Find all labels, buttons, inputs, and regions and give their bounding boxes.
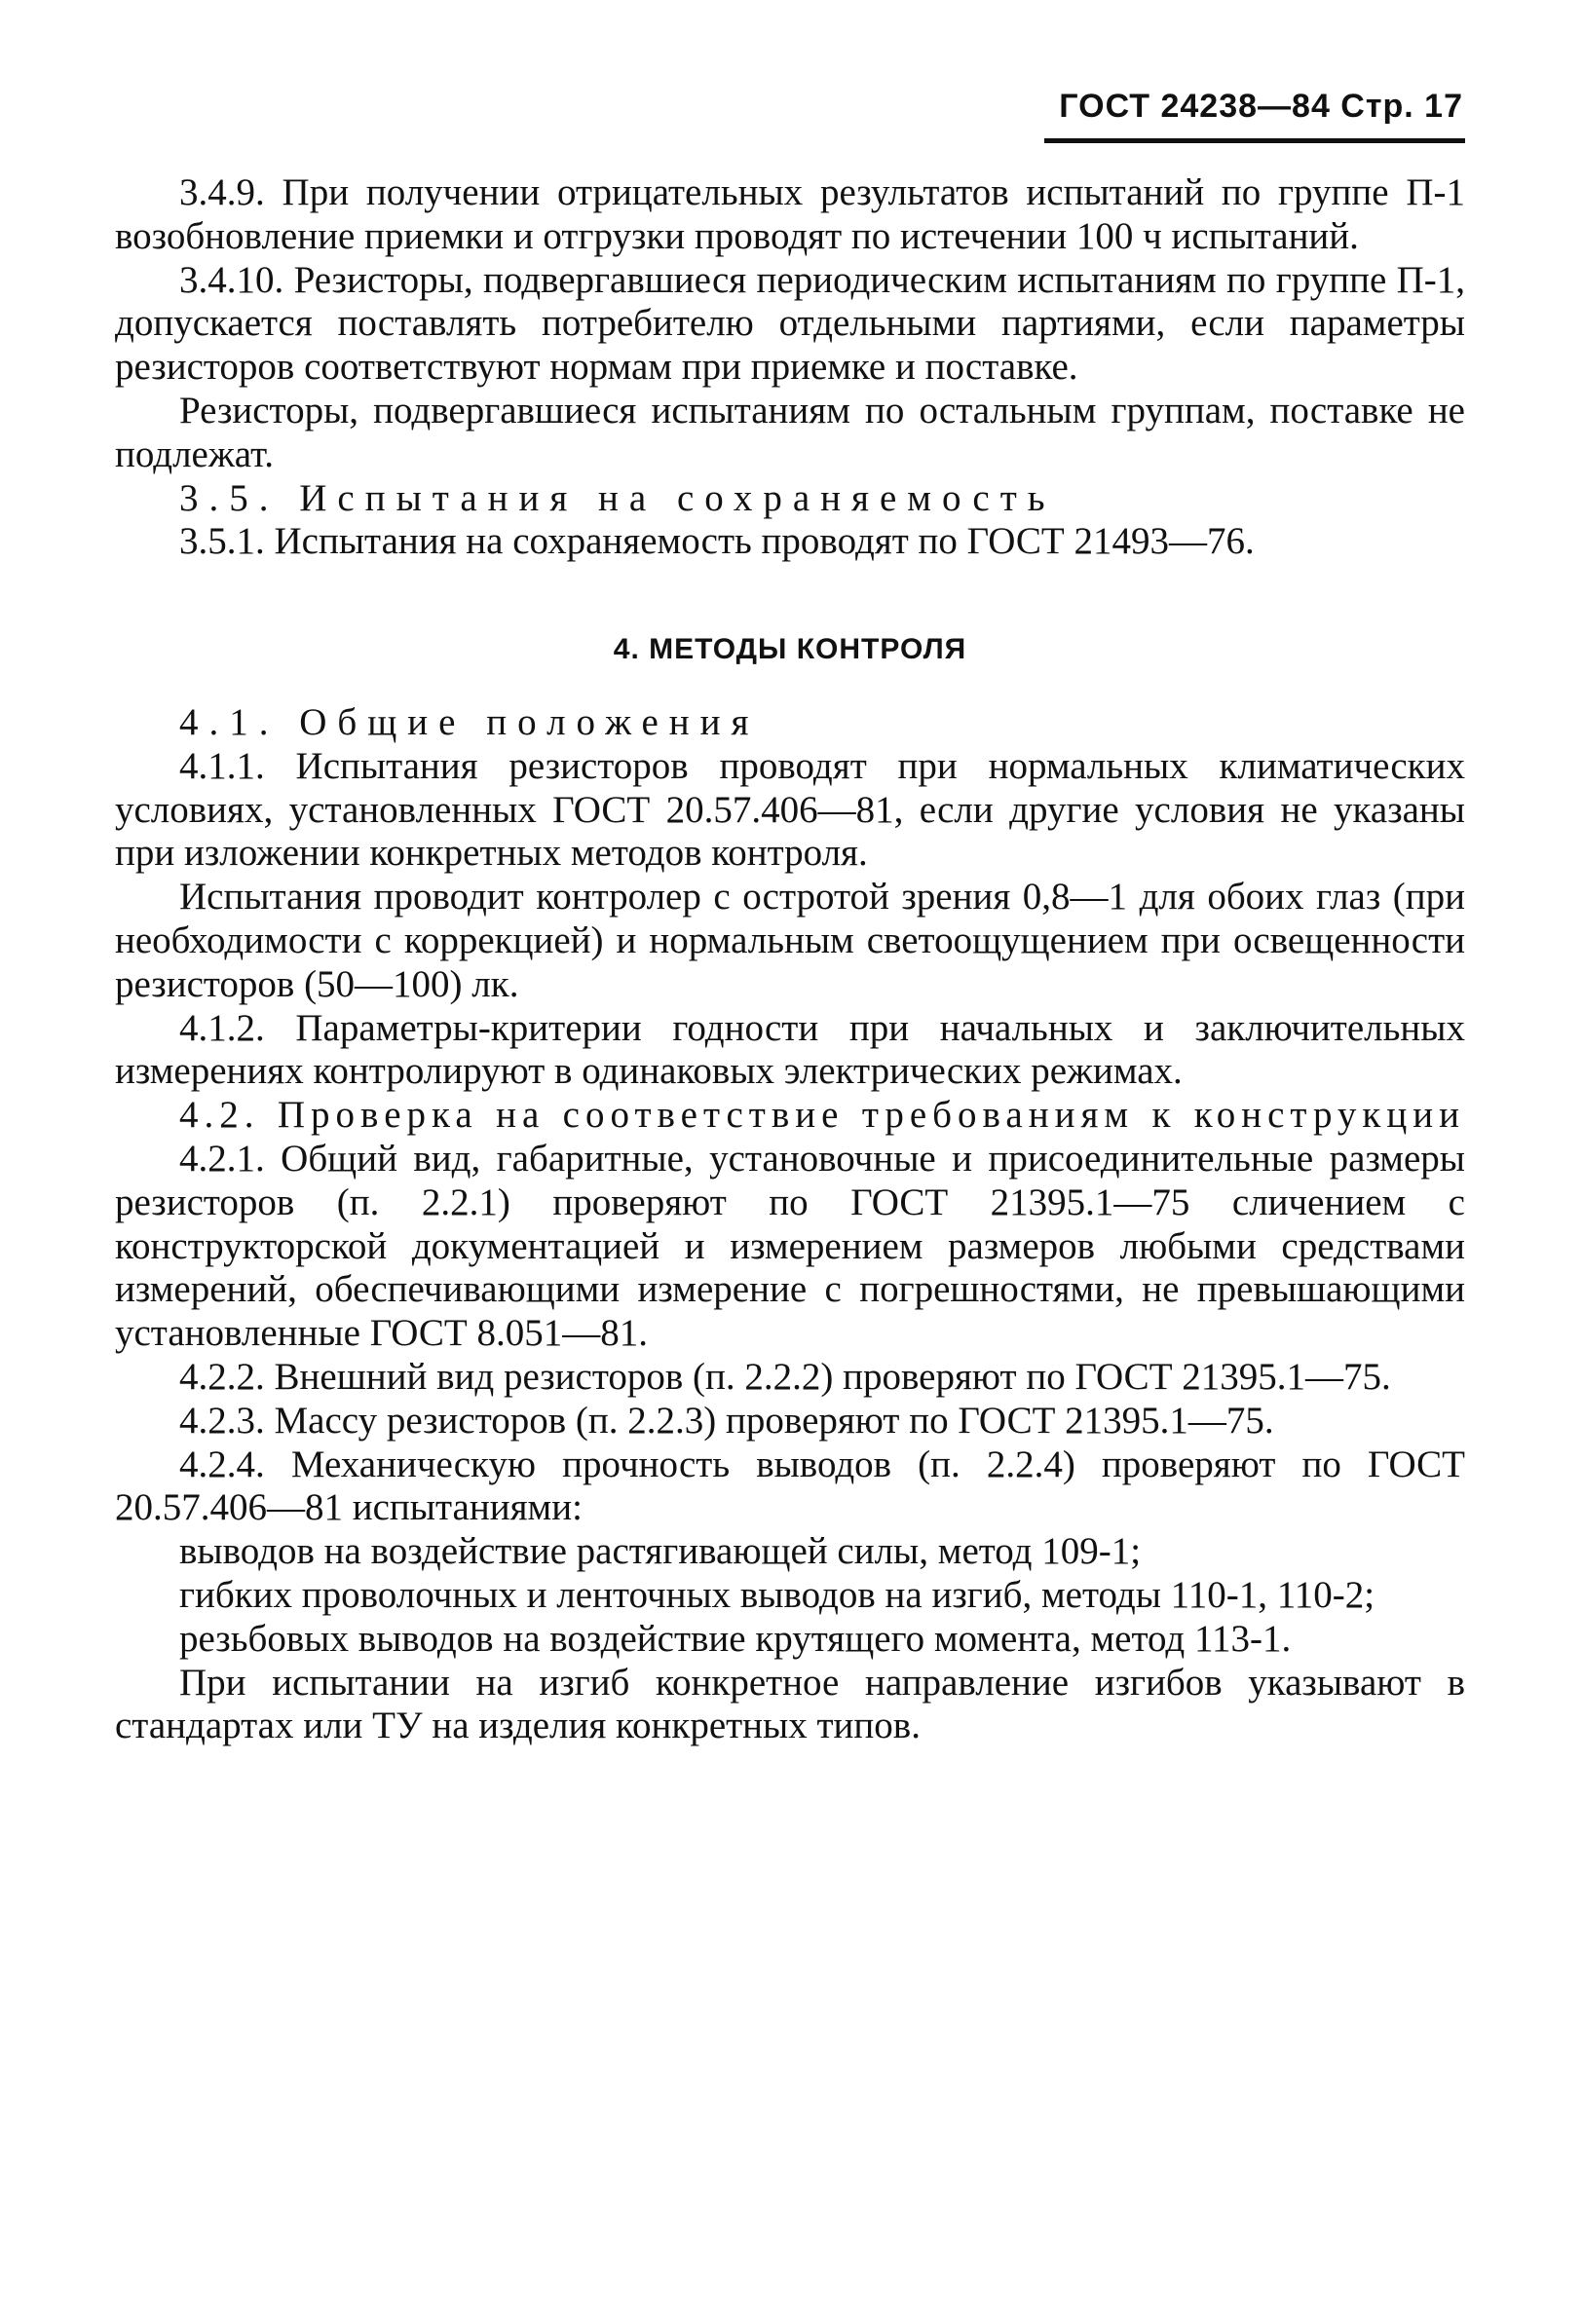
list-item-bending: гибких проволочных и ленточных выводов на изгиб, методы 110-1, 110-2;	[179, 1573, 1375, 1616]
clause-4-2-1: 4.2.1. Общий вид, габаритные, установочные и присоединительные размеры резисторов (п. 2.2.1) проверяют по ГОСТ 21395.1—75 сличением с конструкторской документацией и измерением размеров любыми средствами измерений, обеспечивающими измерение с погрешностями, не превышающими установленные ГОСТ 8.051—81.	[115, 1137, 1465, 1355]
clause-4-2-4: 4.2.4. Механическую прочность выводов (п. 2.2.4) проверяют по ГОСТ 20.57.406—81 испытаниями:	[115, 1443, 1465, 1529]
list-item-torque: резьбовых выводов на воздействие крутящего момента, метод 113-1.	[179, 1617, 1292, 1660]
clause-3-4-9: 3.4.9. При получении отрицательных результатов испытаний по группе П-1 возобновление приемки и отгрузки проводят по истечении 100 ч испытаний.	[115, 171, 1465, 257]
section-3-5-heading: 3.5. Испытания на сохраняемость	[179, 476, 1056, 519]
body-text	[115, 171, 1465, 1748]
clause-4-1-1-inspector: Испытания проводит контролер с остротой зрения 0,8—1 для обоих глаз (при необходимости с коррекцией) и нормальным светоощущением при освещенности резисторов (50—100) лк.	[115, 876, 1465, 1005]
list-item-tension: выводов на воздействие растягивающей силы, метод 109-1;	[179, 1530, 1142, 1573]
clause-3-4-10-note: Резисторы, подвергавшиеся испытаниям по остальным группам, поставке не подлежат.	[115, 389, 1465, 475]
section-4-2-heading: 4.2. Проверка на соответствие требованиям к конструкции	[179, 1094, 1465, 1137]
section-4-1-heading: 4.1. Общие положения	[179, 700, 760, 743]
clause-4-2-4-note: При испытании на изгиб конкретное направление изгибов указывают в стандартах или ТУ на изделия конкретных типов.	[115, 1661, 1465, 1747]
clause-3-5-1: 3.5.1. Испытания на сохраняемость проводят по ГОСТ 21493—76.	[179, 520, 1255, 563]
clause-4-1-2: 4.1.2. Параметры-критерии годности при начальных и заключительных измерениях контролируют в одинаковых электрических режимах.	[115, 1006, 1465, 1093]
header-rule	[1044, 138, 1465, 143]
clause-4-1-1: 4.1.1. Испытания резисторов проводят при нормальных климатических условиях, установленных ГОСТ 20.57.406—81, если другие условия не указаны при изложении конкретных методов контроля.	[115, 744, 1465, 875]
clause-3-4-10: 3.4.10. Резисторы, подвергавшиеся периодическим испытаниям по группе П-1, допускается поставлять потребителю отдельными партиями, если параметры резисторов соответствуют нормам при приемке и поставке.	[115, 258, 1465, 389]
clause-4-2-2: 4.2.2. Внешний вид резисторов (п. 2.2.2) проверяют по ГОСТ 21395.1—75.	[179, 1355, 1391, 1398]
page-header: ГОСТ 24238—84 Стр. 17	[1059, 88, 1463, 125]
clause-4-2-3: 4.2.3. Массу резисторов (п. 2.2.3) проверяют по ГОСТ 21395.1—75.	[179, 1399, 1274, 1442]
chapter-4-title: 4. МЕТОДЫ КОНТРОЛЯ	[613, 633, 967, 666]
